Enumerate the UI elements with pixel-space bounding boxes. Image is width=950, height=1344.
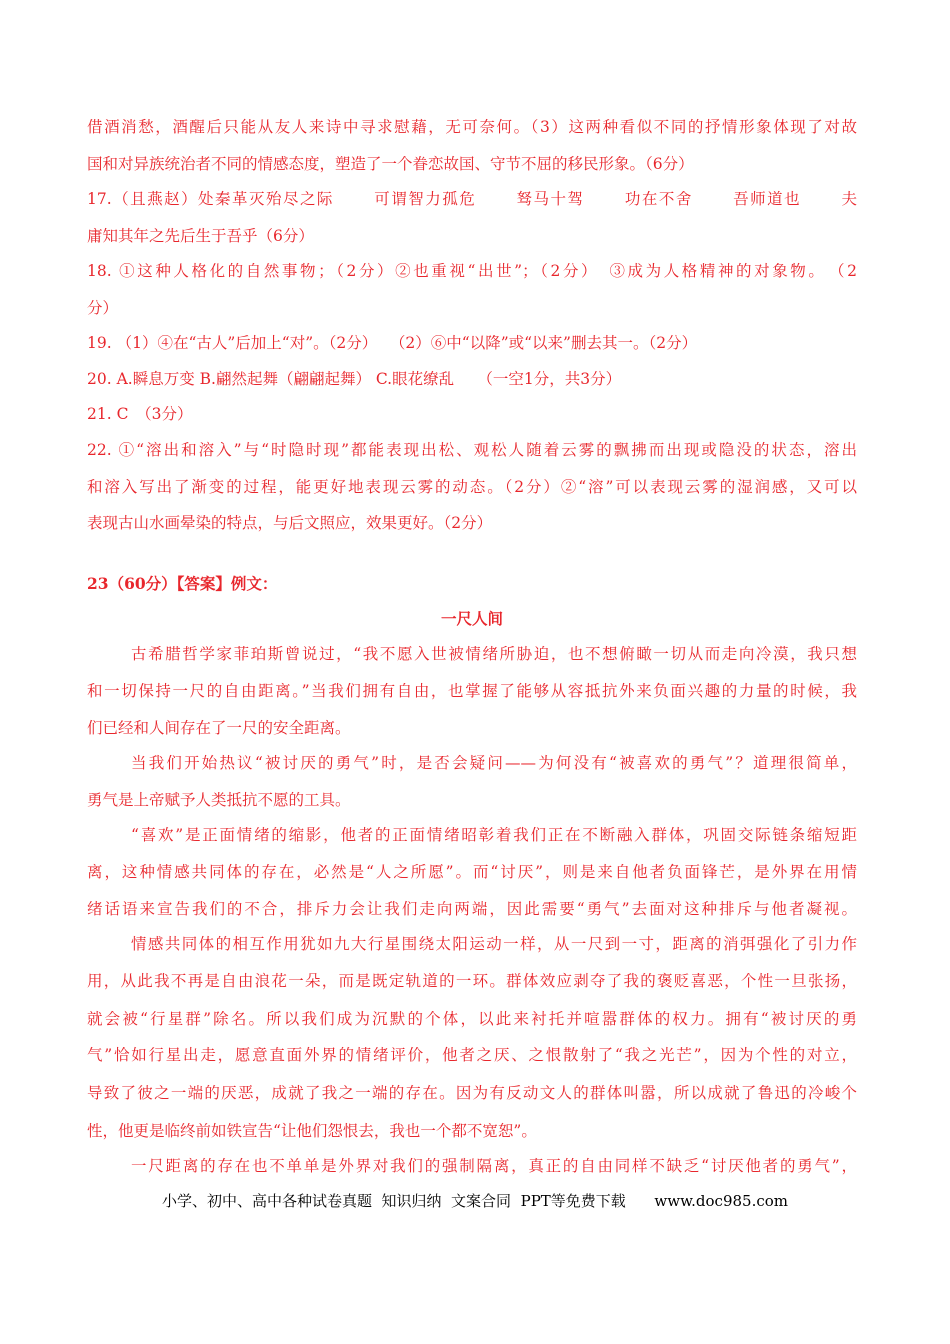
text-line: 就会被“行星群”除名。所以我们成为沉默的个体，以此来衬托并喧嚣群体的权力。拥有“被讨厌的勇 [87,1010,857,1028]
text-line: 20. A.瞬息万变 B.翩然起舞（翩翩起舞） C.眼花缭乱 （一空1分，共3分） [87,370,622,388]
text-line: 分） [87,299,119,317]
footer-website-link[interactable]: www.doc985.com [654,1192,788,1210]
text-line: 离，这种情感共同体的存在，必然是“人之所愿”。而“讨厌”，则是来自他者负面锋芒，是外界在用情 [87,863,857,881]
text-line: 和一切保持一尺的自由距离。”当我们拥有自由，也掌握了能够从容抵抗外来负面兴趣的力量的时候，我 [87,682,857,700]
text-line: “喜欢”是正面情绪的缩影，他者的正面情绪昭彰着我们正在不断融入群体，巩固交际链条缩短距 [131,826,857,844]
text-line: 22. ①“溶出和溶入”与“时隐时现”都能表现出松、观松人随着云雾的飘拂而出现或隐没的状态，溶出 [87,441,857,459]
text-line: 当我们开始热议“被讨厌的勇气”时，是否会疑问——为何没有“被喜欢的勇气”？道理很简单， [131,754,857,772]
page-footer [0,1190,950,1211]
text-line: 情感共同体的相互作用犹如九大行星围绕太阳运动一样，从一尺到一寸，距离的消弭强化了引力作 [131,935,857,953]
text-line: 18. ①这种人格化的自然事物；（2分）②也重视“出世”；（2分） ③成为人格精神的对象物。 （2 [87,262,857,280]
text-line: 导致了彼之一端的厌恶，成就了我之一端的存在。因为有反动文人的群体叫嚣，所以成就了鲁迅的冷峻个 [87,1084,857,1102]
footer-ad-text: 小学、初中、高中各种试卷真题 知识归纳 文案合同 PPT等免费下载 [161,1192,626,1210]
text-line: 19. （1）④在“古人”后加上“对”。（2分） （2）⑥中“以降”或“以来”删去其一。（2分） [87,334,698,352]
text-line: 借酒消愁，酒醒后只能从友人来诗中寻求慰藉，无可奈何。（3）这两种看似不同的抒情形象体现了对故 [87,118,857,136]
text-line: 表现古山水画晕染的特点，与后文照应，效果更好。（2分） [87,514,493,532]
text-line: 勇气是上帝赋予人类抵抗不愿的工具。 [87,791,351,809]
section-heading: 23（60分）【答案】例文： [87,574,278,593]
text-line: 们已经和人间存在了一尺的安全距离。 [87,719,351,737]
text-line: 用，从此我不再是自由浪花一朵，而是既定轨道的一环。群体效应剥夺了我的褒贬喜恶，个性一旦张扬， [87,972,857,990]
text-line: 古希腊哲学家菲珀斯曾说过，“我不愿入世被情绪所胁迫，也不想俯瞰一切从而走向冷漠，我只想 [131,645,857,663]
text-line: 21. C （3分） [87,405,193,423]
text-line: 绪话语来宣告我们的不合，排斥力会让我们走向两端，因此需要“勇气”去面对这种排斥与他者凝视。 [87,900,857,918]
essay-title: 一尺人间 [440,609,503,628]
text-line: 和溶入写出了渐变的过程，能更好地表现云雾的动态。（2分）②“溶”可以表现云雾的湿润感，又可以 [87,478,857,496]
text-line: 17.（且燕赵）处秦革灭殆尽之际 可谓智力孤危 驽马十驾 功在不舍 吾师道也 夫 [87,190,857,208]
text-line: 气”恰如行星出走，愿意直面外界的情绪评价，他者之厌、之恨散射了“我之光芒”，因为个性的对立， [87,1046,857,1064]
text-line: 性，他更是临终前如铁宣告“让他们怨恨去，我也一个都不宽恕”。 [87,1122,537,1140]
text-line: 国和对异族统治者不同的情感态度，塑造了一个眷恋故国、守节不屈的移民形象。（6分） [87,155,694,173]
text-line: 庸知其年之先后生于吾乎（6分） [87,227,314,245]
text-line: 一尺距离的存在也不单单是外界对我们的强制隔离，真正的自由同样不缺乏“讨厌他者的勇气”， [131,1157,857,1175]
